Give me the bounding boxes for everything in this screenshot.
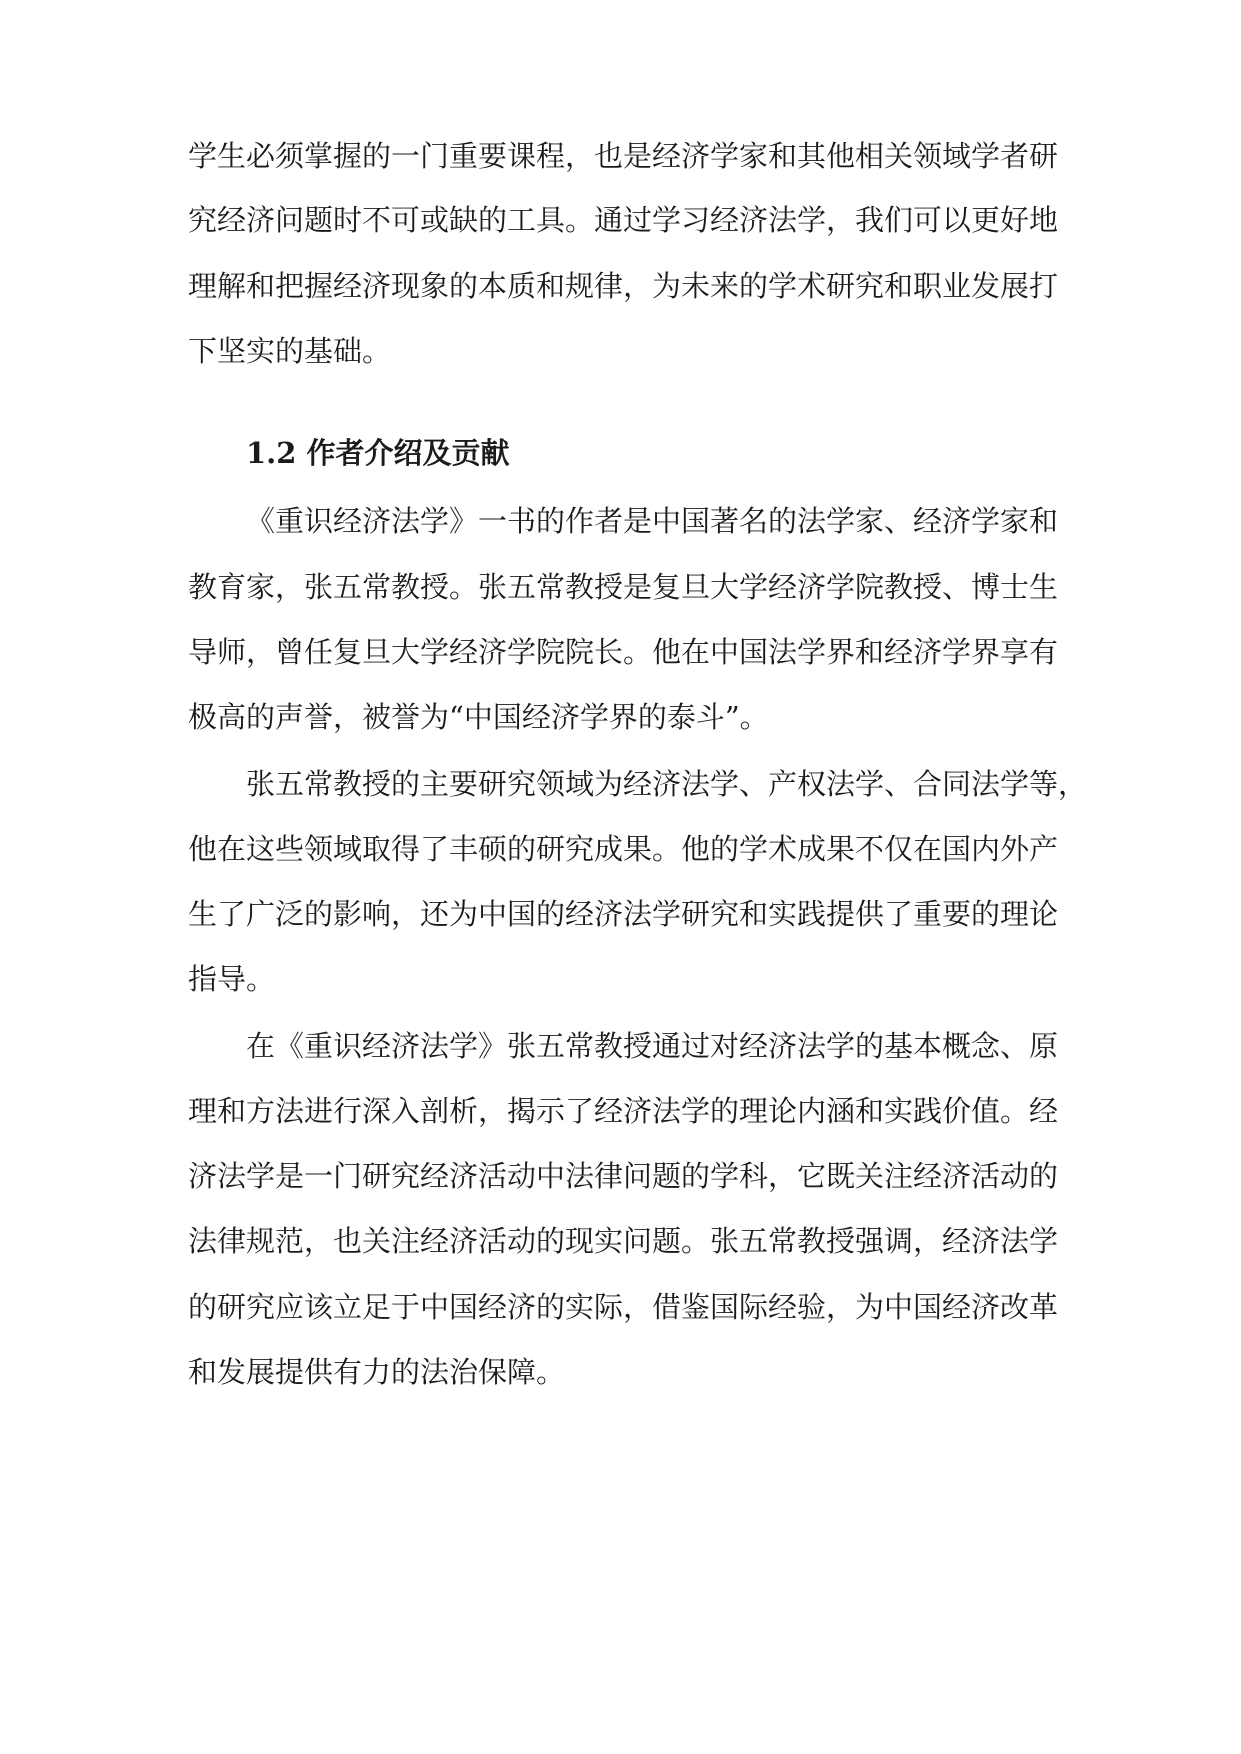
section-heading: 1.2 作者介绍及贡献 [246, 436, 510, 470]
body-text-line: 济法学是一门研究经济活动中法律问题的学科，它既关注经济活动的 [188, 1159, 1059, 1193]
body-text-line: 《重识经济法学》一书的作者是中国著名的法学家、经济学家和 [246, 504, 1059, 538]
body-text-line: 在《重识经济法学》张五常教授通过对经济法学的基本概念、原 [246, 1029, 1059, 1063]
body-text-line: 学生必须掌握的一门重要课程，也是经济学家和其他相关领域学者研 [188, 139, 1059, 173]
body-text-line: 理和方法进行深入剖析，揭示了经济法学的理论内涵和实践价值。经 [188, 1094, 1059, 1128]
body-text-line: 法律规范，也关注经济活动的现实问题。张五常教授强调，经济法学 [188, 1224, 1059, 1258]
body-text-line: 究经济问题时不可或缺的工具。通过学习经济法学，我们可以更好地 [188, 203, 1059, 237]
body-text-line: 指导。 [188, 962, 276, 996]
body-text-line: 他在这些领域取得了丰硕的研究成果。他的学术成果不仅在国内外产 [188, 832, 1059, 866]
body-text-line: 教育家，张五常教授。张五常教授是复旦大学经济学院教授、博士生 [188, 570, 1059, 604]
body-text-line: 极高的声誉，被誉为“中国经济学界的泰斗”。 [188, 700, 769, 734]
body-text-line: 理解和把握经济现象的本质和规律，为未来的学术研究和职业发展打 [188, 269, 1059, 303]
body-text-line: 和发展提供有力的法治保障。 [188, 1355, 566, 1389]
body-text-line: 张五常教授的主要研究领域为经济法学、产权法学、合同法学等， [246, 767, 1088, 801]
body-text-line: 生了广泛的影响，还为中国的经济法学研究和实践提供了重要的理论 [188, 897, 1059, 931]
body-text-line: 下坚实的基础。 [188, 334, 392, 368]
body-text-line: 导师，曾任复旦大学经济学院院长。他在中国法学界和经济学界享有 [188, 635, 1059, 669]
body-text-line: 的研究应该立足于中国经济的实际，借鉴国际经验，为中国经济改革 [188, 1290, 1059, 1324]
